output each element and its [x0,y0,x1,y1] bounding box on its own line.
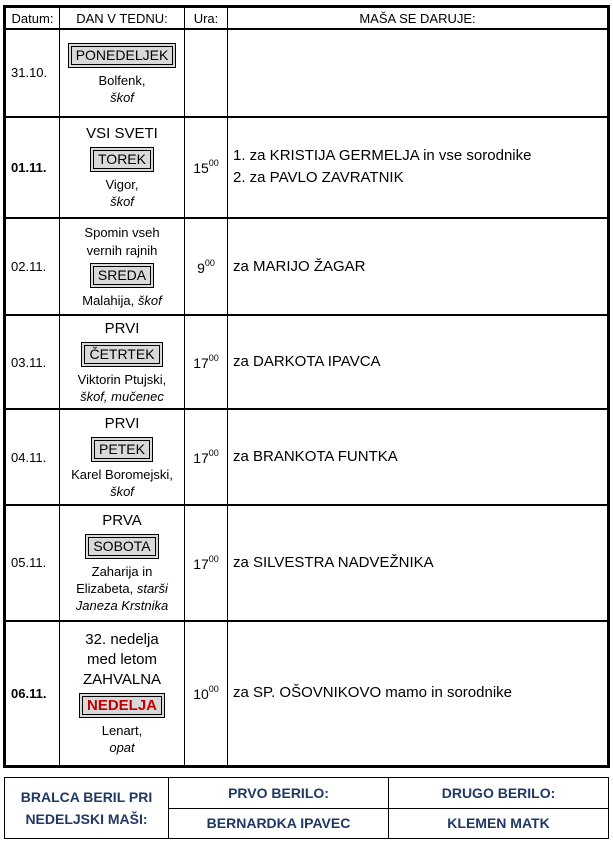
feast-name: vernih rajnih [86,243,158,259]
weekday-badge: PETEK [91,437,153,462]
intention-cell [228,621,609,767]
intention-cell [228,409,609,505]
saint-title: starši [136,581,168,597]
weekday-cell [60,117,185,219]
time-cell [185,29,228,117]
weekday-cell [60,409,185,505]
saint-title: opat [109,740,135,756]
day-row-thursday [5,315,609,410]
time-hour: 10 [193,686,209,703]
header-weekday: DAN V TEDNU: [60,7,185,30]
feast-name: VSI SVETI [86,125,158,143]
intention-cell [228,315,609,410]
readers-title-line: BRALCA BERIL PRI [20,789,153,805]
intention-line: za SILVESTRA NADVEŽNIKA [233,553,434,571]
day-row-wednesday [5,218,609,315]
header-mass: MAŠA SE DARUJE: [228,7,609,30]
saint-name: Viktorin Ptujski, [77,372,167,388]
header-time: Ura: [185,7,228,30]
date-cell: 31.10. [5,29,60,117]
feast-name: 32. nedelja [85,631,159,649]
time-cell [185,117,228,219]
intention-line: za DARKOTA IPAVCA [233,353,381,371]
saint-title: škof [110,194,134,210]
weekday-badge: NEDELJA [79,693,165,718]
time-hour: 17 [193,450,209,467]
time-minute: 00 [208,684,219,695]
time-minute: 00 [208,353,219,364]
readers-table [4,777,609,839]
first-reader-name: BERNARDKA IPAVEC [169,808,389,839]
weekday-cell [60,29,185,117]
feast-name: PRVI [104,320,140,338]
saint-title: Janeza Krstnika [75,598,169,614]
weekday-cell [60,505,185,621]
feast-name: ZAHVALNA [82,671,162,689]
weekday-badge: SOBOTA [85,534,158,559]
date-cell: 04.11. [5,409,60,505]
saint-title: škof, mučenec [80,389,164,405]
intention-cell [228,29,609,117]
saint-name: Bolfenk, [98,72,146,88]
weekday-cell [60,218,185,315]
time-hour: 15 [193,160,209,177]
readers-title-line: NEDELJSKI MAŠI: [25,811,148,827]
day-row-sunday [5,621,609,767]
date-cell: 05.11. [5,505,60,621]
feast-name: PRVI [104,415,140,433]
time-hour: 17 [193,355,209,372]
time-cell [185,218,228,315]
saint-title: škof [110,484,134,500]
intention-line: za SP. OŠOVNIKOVO mamo in sorodnike [233,684,513,702]
intention-line: 2. za PAVLO ZAVRATNIK [233,169,404,187]
day-row-friday [5,409,609,505]
time-hour: 9 [197,259,205,276]
saint-title: škof [110,89,134,105]
date-cell: 02.11. [5,218,60,315]
header-date: Datum: [5,7,60,30]
feast-name: PRVA [102,512,142,530]
saint-name: Zaharija in [91,564,153,580]
time-cell [185,409,228,505]
time-minute: 00 [204,257,215,268]
weekday-badge: ČETRTEK [81,342,162,367]
intention-line: za MARIJO ŽAGAR [233,257,366,275]
intention-line: 1. za KRISTIJA GERMELJA in vse sorodnike [233,147,532,165]
time-cell [185,505,228,621]
intention-cell [228,505,609,621]
weekday-badge: SREDA [90,263,154,288]
header-row [5,7,609,30]
weekday-cell [60,315,185,410]
day-row-monday [5,29,609,117]
intention-cell [228,117,609,219]
saint-name: Vigor, [105,177,139,193]
saint-name: Elizabeta, [76,581,134,597]
mass-schedule-table [3,5,610,768]
first-reading-label: PRVO BERILO: [169,778,389,809]
weekday-badge: TOREK [90,147,154,172]
day-row-tuesday [5,117,609,219]
readers-title [5,778,169,839]
date-cell: 03.11. [5,315,60,410]
weekday-cell [60,621,185,767]
saint-name: Lenart, [101,723,143,739]
date-cell: 01.11. [5,117,60,219]
saint-title: škof [137,293,162,309]
time-hour: 17 [193,555,209,572]
feast-name: Spomin vseh [84,225,160,241]
intention-cell [228,218,609,315]
time-minute: 00 [208,553,219,564]
time-minute: 00 [208,158,219,169]
saint-name: Karel Boromejski, [71,467,173,483]
second-reader-name: KLEMEN MATK [389,808,609,839]
time-cell [185,315,228,410]
date-cell: 06.11. [5,621,60,767]
time-cell [185,621,228,767]
time-minute: 00 [208,448,219,459]
feast-name: med letom [86,651,158,669]
saint-name: Malahija, [82,293,135,309]
intention-line: za BRANKOTA FUNTKA [233,448,398,466]
weekday-badge: PONEDELJEK [68,43,177,68]
day-row-saturday [5,505,609,621]
second-reading-label: DRUGO BERILO: [389,778,609,809]
